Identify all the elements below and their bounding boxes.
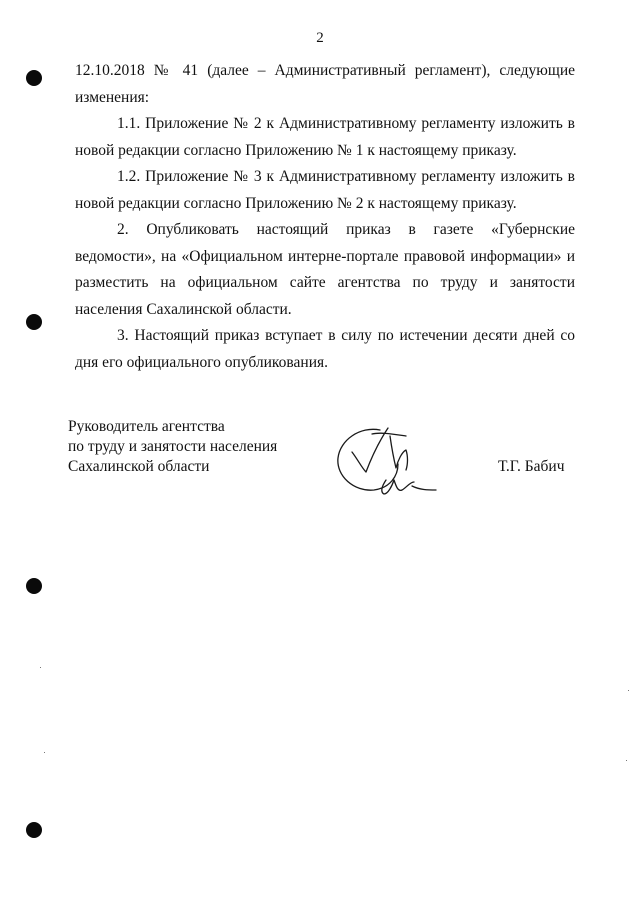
signatory-name: Т.Г. Бабич bbox=[498, 458, 565, 475]
paragraph-item-2: 2. Опубликовать настоящий приказ в газете «Губернские ведомости», на «Официальном интерне-портале правовой информации» и разместить на официальном сайте агентства по труду и занятости населения Сахалинской области. bbox=[75, 221, 575, 318]
scan-artifact bbox=[628, 690, 629, 691]
scan-artifact bbox=[40, 667, 41, 668]
signatory-position-line: по труду и занятости населения bbox=[68, 438, 278, 455]
paragraph-continuation: 12.10.2018 № 41 (далее – Административный регламент), следующие изменения: bbox=[75, 62, 575, 106]
punch-hole bbox=[26, 578, 42, 594]
punch-hole bbox=[26, 70, 42, 86]
signatory-position-line: Сахалинской области bbox=[68, 458, 210, 475]
paragraph-item-1-2: 1.2. Приложение № 3 к Административному регламенту изложить в новой редакции согласно Приложению № 2 к настоящему приказу. bbox=[75, 168, 575, 212]
signatory-position bbox=[68, 417, 277, 477]
page-number: 2 bbox=[316, 30, 324, 46]
handwritten-signature bbox=[332, 420, 442, 502]
paragraph-item-1-1: 1.1. Приложение № 2 к Административному регламенту изложить в новой редакции согласно Приложению № 1 к настоящему приказу. bbox=[75, 115, 575, 159]
document-body bbox=[75, 58, 575, 376]
punch-hole bbox=[26, 822, 42, 838]
signatory-position-line: Руководитель агентства bbox=[68, 418, 225, 435]
scan-artifact bbox=[44, 752, 45, 753]
punch-hole bbox=[26, 314, 42, 330]
paragraph-item-3: 3. Настоящий приказ вступает в силу по истечении десяти дней со дня его официального опубликования. bbox=[75, 327, 575, 371]
scan-artifact bbox=[626, 760, 627, 761]
